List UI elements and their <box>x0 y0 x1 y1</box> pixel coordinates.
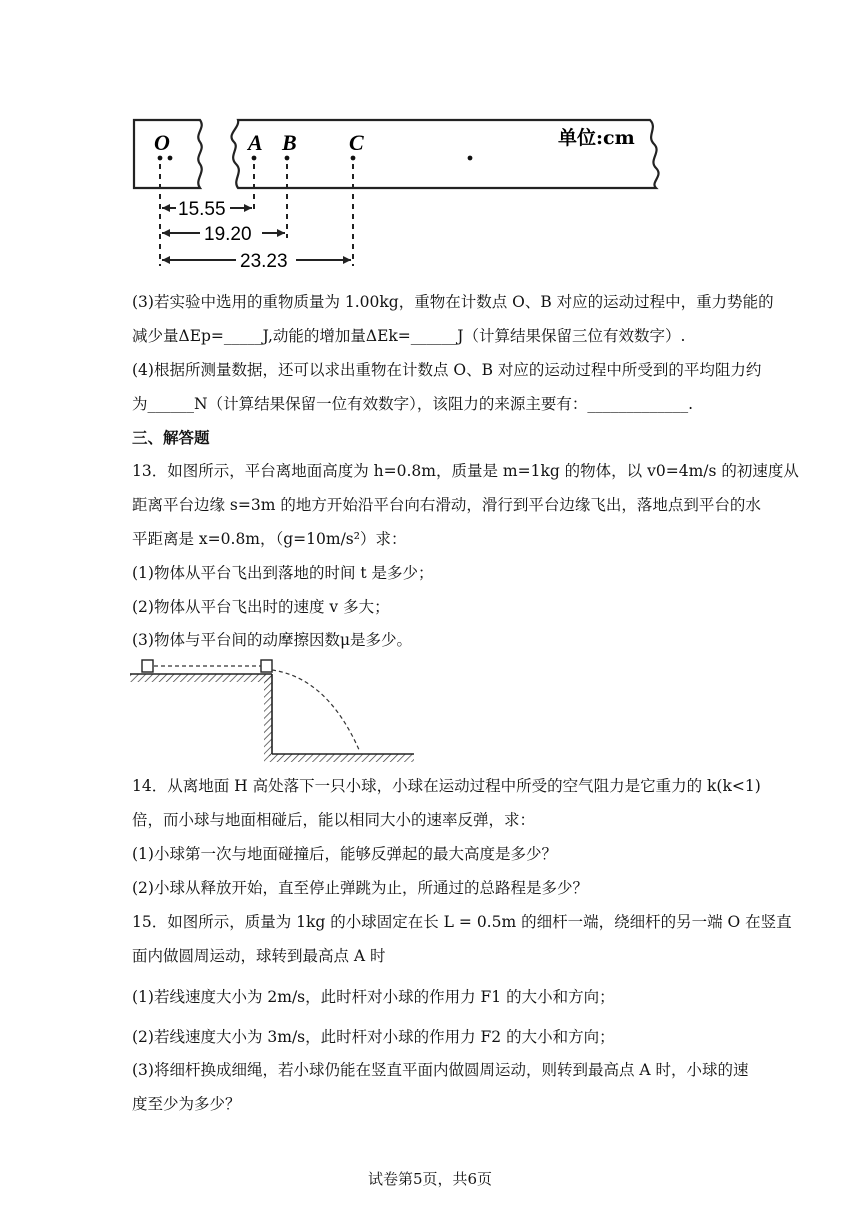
tape-dot-o <box>158 156 163 161</box>
dim-15-55: 15.55 <box>178 199 226 220</box>
q14-line1: 14．从离地面 H 高处落下一只小球，小球在运动过程中所受的空气阻力是它重力的 k(k<1) <box>132 777 761 795</box>
q12-part3-line2: 减少量ΔEp=_____J,动能的增加量ΔEk=______J（计算结果保留三位有效数字）. <box>132 327 686 345</box>
tape-label-b: B <box>282 130 297 155</box>
q15-line1: 15．如图所示，质量为 1kg 的小球固定在长 L = 0.5m 的细杆一端，绕细杆的另一端 O 在竖直 <box>132 913 792 931</box>
tape-dot-d <box>468 156 473 161</box>
tape-label-c: C <box>349 130 364 155</box>
page-footer: 试卷第5页，共6页 <box>367 1170 493 1188</box>
q15-sub2: (2)若线速度大小为 3m/s，此时杆对小球的作用力 F2 的大小和方向； <box>132 1028 615 1046</box>
q15-sub3: (3)将细杆换成细绳，若小球仍能在竖直平面内做圆周运动，则转到最高点 A 时，小球的速 <box>132 1061 749 1079</box>
platform-surface <box>130 674 272 682</box>
block-start <box>142 660 153 672</box>
q15-sub4: 度至少为多少？ <box>132 1095 241 1113</box>
q12-part4-line2: 为______N（计算结果保留一位有效数字），该阻力的来源主要有：_____________. <box>132 395 693 413</box>
q12-part4-line1: (4)根据所测量数据，还可以求出重物在计数点 O、B 对应的运动过程中所受到的平均阻力约 <box>132 361 762 379</box>
tape-label-o: O <box>154 130 170 155</box>
q13-line1: 13．如图所示，平台离地面高度为 h=0.8m，质量是 m=1kg 的物体，以 v0=4m/s 的初速度从 <box>132 462 799 480</box>
tape-dot-extra <box>168 156 173 161</box>
ground-surface <box>264 754 414 762</box>
q14-sub2: (2)小球从释放开始，直至停止弹跳为止，所通过的总路程是多少？ <box>132 879 588 897</box>
q13-sub1: (1)物体从平台飞出到落地的时间 t 是多少； <box>132 564 434 582</box>
q13-sub2: (2)物体从平台飞出时的速度 v 多大； <box>132 598 390 616</box>
tape-label-a: A <box>248 130 263 155</box>
dim-23-23: 23.23 <box>240 251 288 272</box>
q13-sub3: (3)物体与平台间的动摩擦因数μ是多少。 <box>132 631 413 649</box>
q15-line2: 面内做圆周运动，球转到最高点 A 时 <box>132 947 386 965</box>
section-heading: 三、解答题 <box>132 428 210 447</box>
q13-line3: 平距离是 x=0.8m，（g=10m/s²）求： <box>132 530 407 548</box>
q14-sub1: (1)小球第一次与地面碰撞后，能够反弹起的最大高度是多少？ <box>132 845 557 863</box>
q15-sub1: (1)若线速度大小为 2m/s，此时杆对小球的作用力 F1 的大小和方向； <box>132 988 615 1006</box>
platform-figure <box>128 656 428 766</box>
dim-19-20: 19.20 <box>204 224 252 245</box>
q14-line2: 倍，而小球与地面相碰后，能以相同大小的速率反弹，求： <box>132 811 536 829</box>
trajectory-curve <box>272 670 360 752</box>
platform-wall <box>264 674 272 756</box>
block-edge <box>261 660 272 672</box>
tape-dot-c <box>351 156 356 161</box>
tape-dot-b <box>285 156 290 161</box>
q12-part3-line1: (3)若实验中选用的重物质量为 1.00kg，重物在计数点 O、B 对应的运动过程中，重力势能的 <box>132 293 774 311</box>
paper-tape-figure <box>128 112 668 272</box>
q13-line2: 距离平台边缘 s=3m 的地方开始沿平台向右滑动，滑行到平台边缘飞出，落地点到平台的水 <box>132 496 761 514</box>
tape-unit-label: 单位:cm <box>558 127 635 149</box>
tape-dot-a <box>252 156 257 161</box>
